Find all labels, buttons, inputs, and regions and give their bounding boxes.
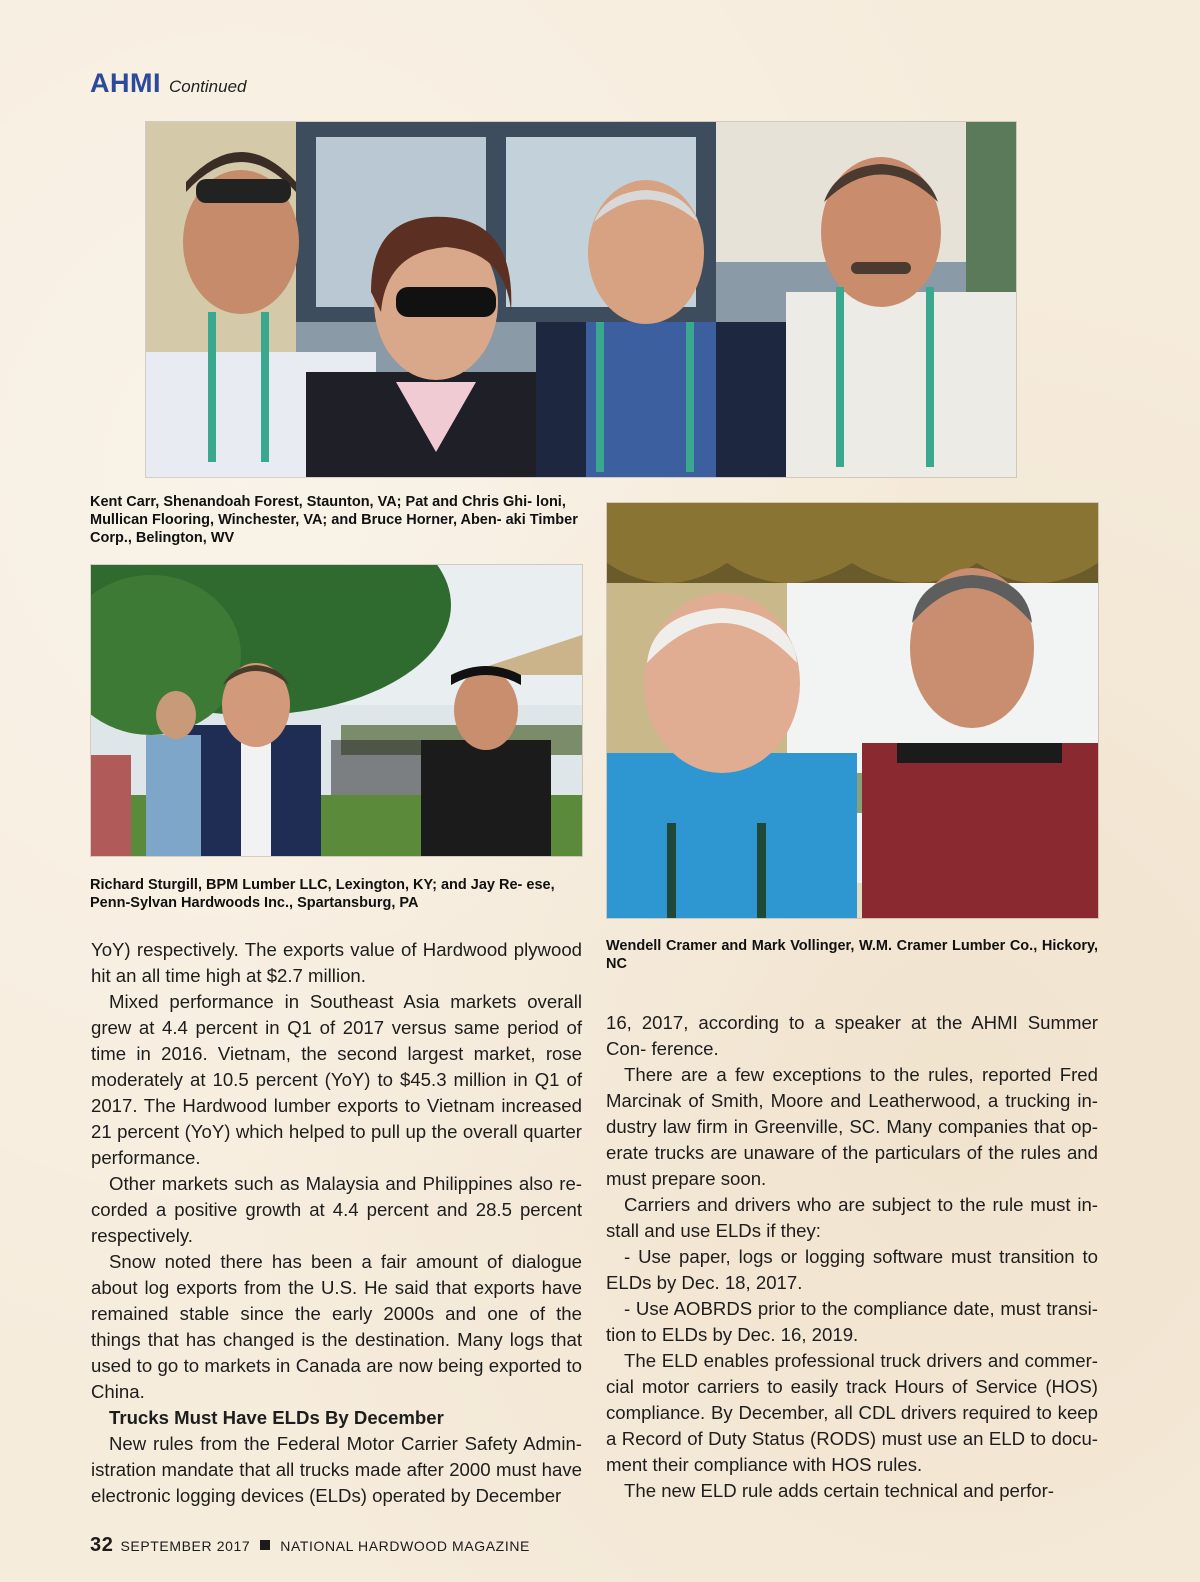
publication-name: NATIONAL HARDWOOD MAGAZINE — [280, 1538, 530, 1554]
caption-right: Wendell Cramer and Mark Vollinger, W.M. Cramer Lumber Co., Hickory, NC — [606, 938, 1098, 972]
right-paragraph-3: Carriers and drivers who are subject to the rule must in- stall and use ELDs if they: — [606, 1194, 1098, 1241]
section-header — [90, 68, 247, 99]
photo-middle-left — [91, 565, 582, 856]
left-paragraph-1: YoY) respectively. The exports value of Hardwood plywood hit an all time high at $2.7 million. — [91, 939, 582, 986]
photo-right — [607, 503, 1098, 918]
issue-date: SEPTEMBER 2017 — [120, 1538, 251, 1554]
left-paragraph-2: Mixed performance in Southeast Asia markets overall grew at 4.4 percent in Q1 of 2017 versus same period of time in 2016. Vietnam, the second largest market, rose moderately at 10.5 percent (YoY) to $45.3 million in Q1 of 2017. The Hardwood lumber exports to Vietnam increased 21 percent (YoY) which helped to pull up the overall quarter performance. — [91, 991, 582, 1168]
subheading: Trucks Must Have ELDs By December — [109, 1407, 444, 1428]
right-paragraph-1: 16, 2017, according to a speaker at the AHMI Summer Con- ference. — [606, 1012, 1098, 1059]
right-paragraph-6: The ELD enables professional truck drivers and commer- cial motor carriers to easily track Hours of Service (HOS) compliance. By December, all CDL drivers required to keep a Record of Duty Status (RODS) must use an ELD to docu- ment their compliance with HOS rules. — [606, 1350, 1098, 1475]
section-title: AHMI — [90, 68, 161, 98]
page-footer — [90, 1534, 530, 1557]
article-left-column — [91, 937, 582, 1509]
caption-top: Kent Carr, Shenandoah Forest, Staunton, VA; Pat and Chris Ghi- loni, Mullican Flooring, Winchester, VA; and Bruce Horner, Aben- aki Timber Corp., Belington, WV — [90, 494, 578, 546]
left-paragraph-4: Snow noted there has been a fair amount of dialogue about log exports from the U.S. He said that exports have remained stable since the early 2000s and one of the things that has changed is the destination. Many logs that used to go to markets in Canada are now being exported to China. — [91, 1251, 582, 1402]
right-paragraph-2: There are a few exceptions to the rules, reported Fred Marcinak of Smith, Moore and Leatherwood, a trucking in- dustry law firm in Greenville, SC. Many companies that op- erate trucks are unaware of the particulars of the rules and must prepare soon. — [606, 1064, 1098, 1189]
photo-top — [146, 122, 1016, 477]
page-number: 32 — [90, 1534, 114, 1556]
continued-label: Continued — [169, 77, 247, 96]
square-bullet-icon — [260, 1540, 270, 1550]
right-paragraph-4: - Use paper, logs or logging software must transition to ELDs by Dec. 18, 2017. — [606, 1246, 1098, 1293]
right-paragraph-5: - Use AOBRDS prior to the compliance date, must transi- tion to ELDs by Dec. 16, 2019. — [606, 1298, 1098, 1345]
left-paragraph-5: New rules from the Federal Motor Carrier Safety Admin- istration mandate that all trucks made after 2000 must have electronic logging devices (ELDs) operated by December — [91, 1433, 582, 1506]
left-paragraph-3: Other markets such as Malaysia and Philippines also re- corded a positive growth at 4.4 percent and 28.5 percent respectively. — [91, 1173, 582, 1246]
article-right-column — [606, 1010, 1098, 1504]
right-paragraph-7: The new ELD rule adds certain technical and perfor- — [624, 1480, 1054, 1501]
caption-middle-left: Richard Sturgill, BPM Lumber LLC, Lexington, KY; and Jay Re- ese, Penn-Sylvan Hardwoods Inc., Spartansburg, PA — [90, 877, 555, 911]
